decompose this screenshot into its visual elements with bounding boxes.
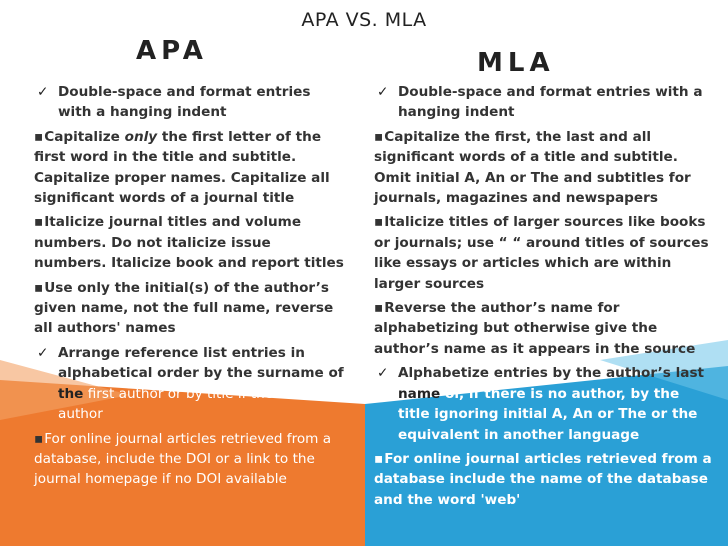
- apa-item-5-c: first author or by title if there is no author: [58, 385, 324, 423]
- mla-item-2: ▪ Capitalize the first, the last and all significant words of a title and subtitle. Omit initial A, An or The and subtitles for journals, magazines and newspapers: [374, 127, 714, 209]
- mla-column: [374, 82, 714, 514]
- apa-item-6-a: For online journal articles retrieved from a database, include the DOI or a link to the journal homepage if no DOI available: [34, 430, 332, 488]
- apa-item-2-b: only: [124, 128, 158, 145]
- mla-heading: MLA: [477, 48, 555, 78]
- mla-item-5: [374, 363, 714, 445]
- mla-item-5-b: name: [398, 385, 441, 402]
- apa-item-2: [34, 127, 344, 209]
- apa-item-5: [34, 343, 344, 425]
- mla-item-4: ▪ Reverse the author’s name for alphabetizing but otherwise give the author’s name as it appears in the source: [374, 298, 714, 359]
- apa-item-2-a: Capitalize: [44, 128, 125, 145]
- apa-item-6: [34, 429, 344, 490]
- mla-item-1: ✓ Double-space and format entries with a hanging indent: [374, 82, 714, 123]
- mla-item-5-a: Alphabetize entries by the author’s last: [398, 365, 705, 382]
- apa-item-2-c: the first letter of the first word in the title and subtitle. Capitalize proper names. Capitalize all significant words of a journal title: [34, 128, 330, 207]
- mla-item-3: ▪ Italicize titles of larger sources like books or journals; use “ “ around titles of sources like essays or articles which are within larger sources: [374, 212, 714, 294]
- apa-item-5-a: Arrange reference list entries in alphabetical order by the surname of: [58, 344, 344, 382]
- apa-column: [34, 82, 344, 494]
- slide-title: APA VS. MLA: [301, 9, 427, 31]
- mla-item-6: ▪ For online journal articles retrieved from a database include the name of the database and the word 'web': [374, 449, 714, 510]
- apa-item-5-b: the: [58, 385, 84, 402]
- apa-item-4: ▪ Use only the initial(s) of the author’s given name, not the full name, reverse all authors' names: [34, 278, 344, 339]
- apa-item-3: ▪ Italicize journal titles and volume numbers. Do not italicize issue numbers. Italicize book and report titles: [34, 212, 344, 273]
- mla-item-5-c: or, if there is no author, by the title ignoring initial A, An or The or the equivalent in another language: [398, 385, 698, 443]
- apa-heading: APA: [136, 36, 208, 66]
- apa-item-1: ✓ Double-space and format entries with a hanging indent: [34, 82, 344, 123]
